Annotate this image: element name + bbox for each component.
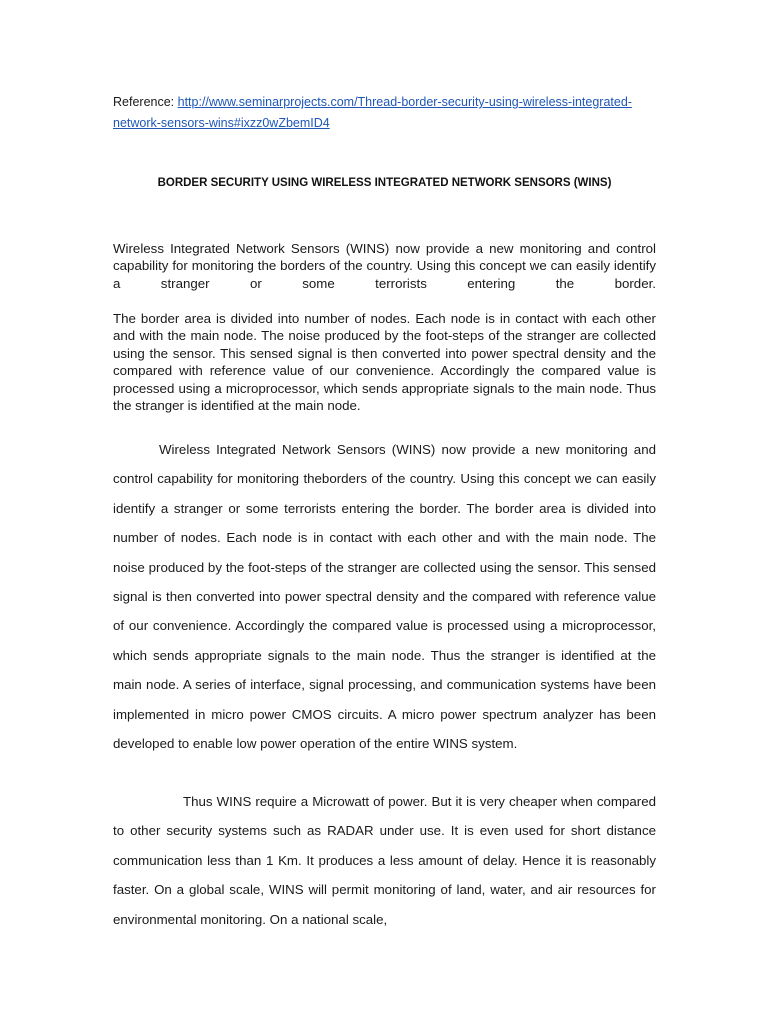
border-area-paragraph: The border area is divided into number of nodes. Each node is in contact with each other and with the main node. The noise produced by the foot-steps of the stranger are collected using the sensor. This sensed signal is then converted into power spectral density and the compared with reference value of our convenience. Accordingly the compared value is processed using a microprocessor, which sends appropriate signals to the main node. Thus the stranger is identified at the main node. [113, 311, 656, 414]
reference-line [113, 92, 658, 134]
reference-link[interactable]: http://www.seminarprojects.com/Thread-border-security-using-wireless-integrated-network-sensors-wins#ixzz0wZbemID4 [113, 95, 632, 130]
document-title: BORDER SECURITY USING WIRELESS INTEGRATED NETWORK SENSORS (WINS) [157, 177, 612, 189]
wins-overview-paragraph: Wireless Integrated Network Sensors (WINS) now provide a new monitoring and control capability for monitoring theborders of the country. Using this concept we can easily identify a stranger or some terrorists entering the border. The border area is divided into number of nodes. Each node is in contact with each other and with the main node. The noise produced by the foot-steps of the stranger are collected using the sensor. This sensed signal is then converted into power spectral density and the compared with reference value of our convenience. Accordingly the compared value is processed using a microprocessor, which sends appropriate signals to the main node. Thus the stranger is identified at the main node. A series of interface, signal processing, and communication systems have been implemented in micro power CMOS circuits. A micro power spectrum analyzer has been developed to enable low power operation of the entire WINS system. [113, 442, 656, 752]
reference-label: Reference: [113, 95, 178, 109]
intro-paragraph: Wireless Integrated Network Sensors (WINS) now provide a new monitoring and control capability for monitoring the borders of the country. Using this concept we can easily identify a stranger or some terrorists entering the border. [113, 241, 656, 291]
wins-power-paragraph: Thus WINS require a Microwatt of power. But it is very cheaper when compared to other security systems such as RADAR under use. It is even used for short distance communication less than 1 Km. It produces a less amount of delay. Hence it is reasonably faster. On a global scale, WINS will permit monitoring of land, water, and air resources for environmental monitoring. On a national scale, [113, 794, 656, 927]
